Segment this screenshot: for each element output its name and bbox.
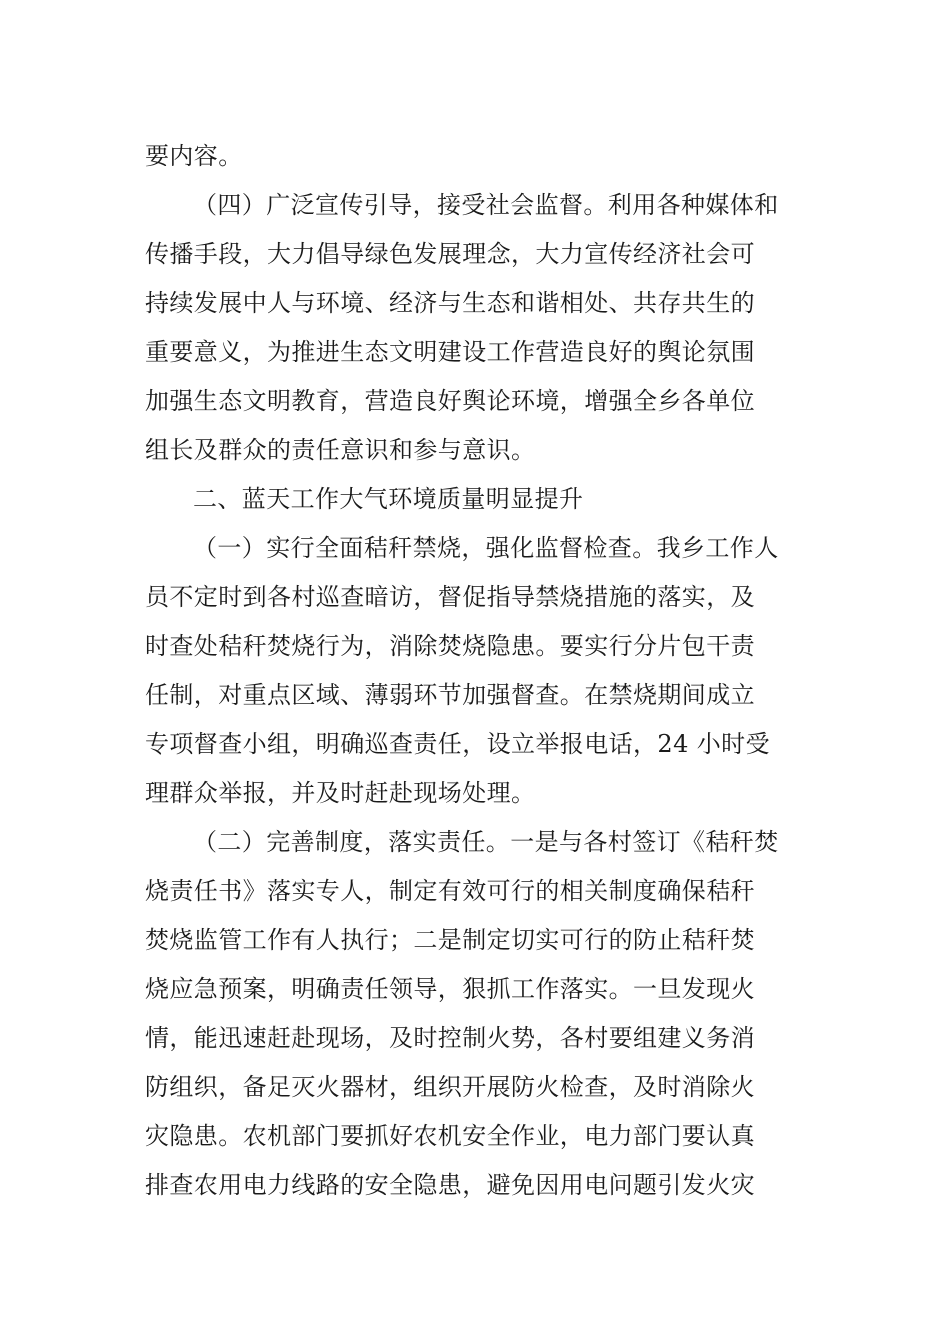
text-line: 烧应急预案，明确责任领导，狠抓工作落实。一旦发现火 bbox=[145, 975, 755, 1003]
text-line: 要内容。 bbox=[145, 142, 243, 170]
text-line: 灾隐患。农机部门要抓好农机安全作业，电力部门要认真 bbox=[145, 1122, 755, 1150]
text-line: 时查处秸秆焚烧行为，消除焚烧隐患。要实行分片包干责 bbox=[145, 632, 755, 660]
paragraph-start-line: （一）实行全面秸秆禁烧，强化监督检查。我乡工作人 bbox=[193, 534, 779, 562]
text-line: 重要意义，为推进生态文明建设工作营造良好的舆论氛围 bbox=[145, 338, 755, 366]
text-line: 烧责任书》落实专人，制定有效可行的相关制度确保秸秆 bbox=[145, 877, 755, 905]
section-heading: 二、蓝天工作大气环境质量明显提升 bbox=[193, 485, 584, 513]
text-line: 防组织，备足灭火器材，组织开展防火检查，及时消除火 bbox=[145, 1073, 755, 1101]
paragraph-start-line: （二）完善制度，落实责任。一是与各村签订《秸秆焚 bbox=[193, 828, 779, 856]
text-line: 焚烧监管工作有人执行；二是制定切实可行的防止秸秆焚 bbox=[145, 926, 755, 954]
text-line: 组长及群众的责任意识和参与意识。 bbox=[145, 436, 536, 464]
paragraph-start-line: （四）广泛宣传引导，接受社会监督。利用各种媒体和 bbox=[193, 191, 779, 219]
text-line: 加强生态文明教育，营造良好舆论环境，增强全乡各单位 bbox=[145, 387, 755, 415]
text-line: 理群众举报，并及时赶赴现场处理。 bbox=[145, 779, 536, 807]
document-body bbox=[145, 132, 805, 1210]
text-line: 持续发展中人与环境、经济与生态和谐相处、共存共生的 bbox=[145, 289, 755, 317]
text-line: 情，能迅速赶赴现场，及时控制火势，各村要组建义务消 bbox=[145, 1024, 755, 1052]
text-line: 传播手段，大力倡导绿色发展理念，大力宣传经济社会可 bbox=[145, 240, 755, 268]
text-line: 任制，对重点区域、薄弱环节加强督查。在禁烧期间成立 bbox=[145, 681, 755, 709]
text-line: 专项督查小组，明确巡查责任，设立举报电话，24 小时受 bbox=[145, 730, 770, 758]
text-line: 员不定时到各村巡查暗访，督促指导禁烧措施的落实，及 bbox=[145, 583, 755, 611]
text-line: 排查农用电力线路的安全隐患，避免因用电问题引发火灾 bbox=[145, 1171, 755, 1199]
